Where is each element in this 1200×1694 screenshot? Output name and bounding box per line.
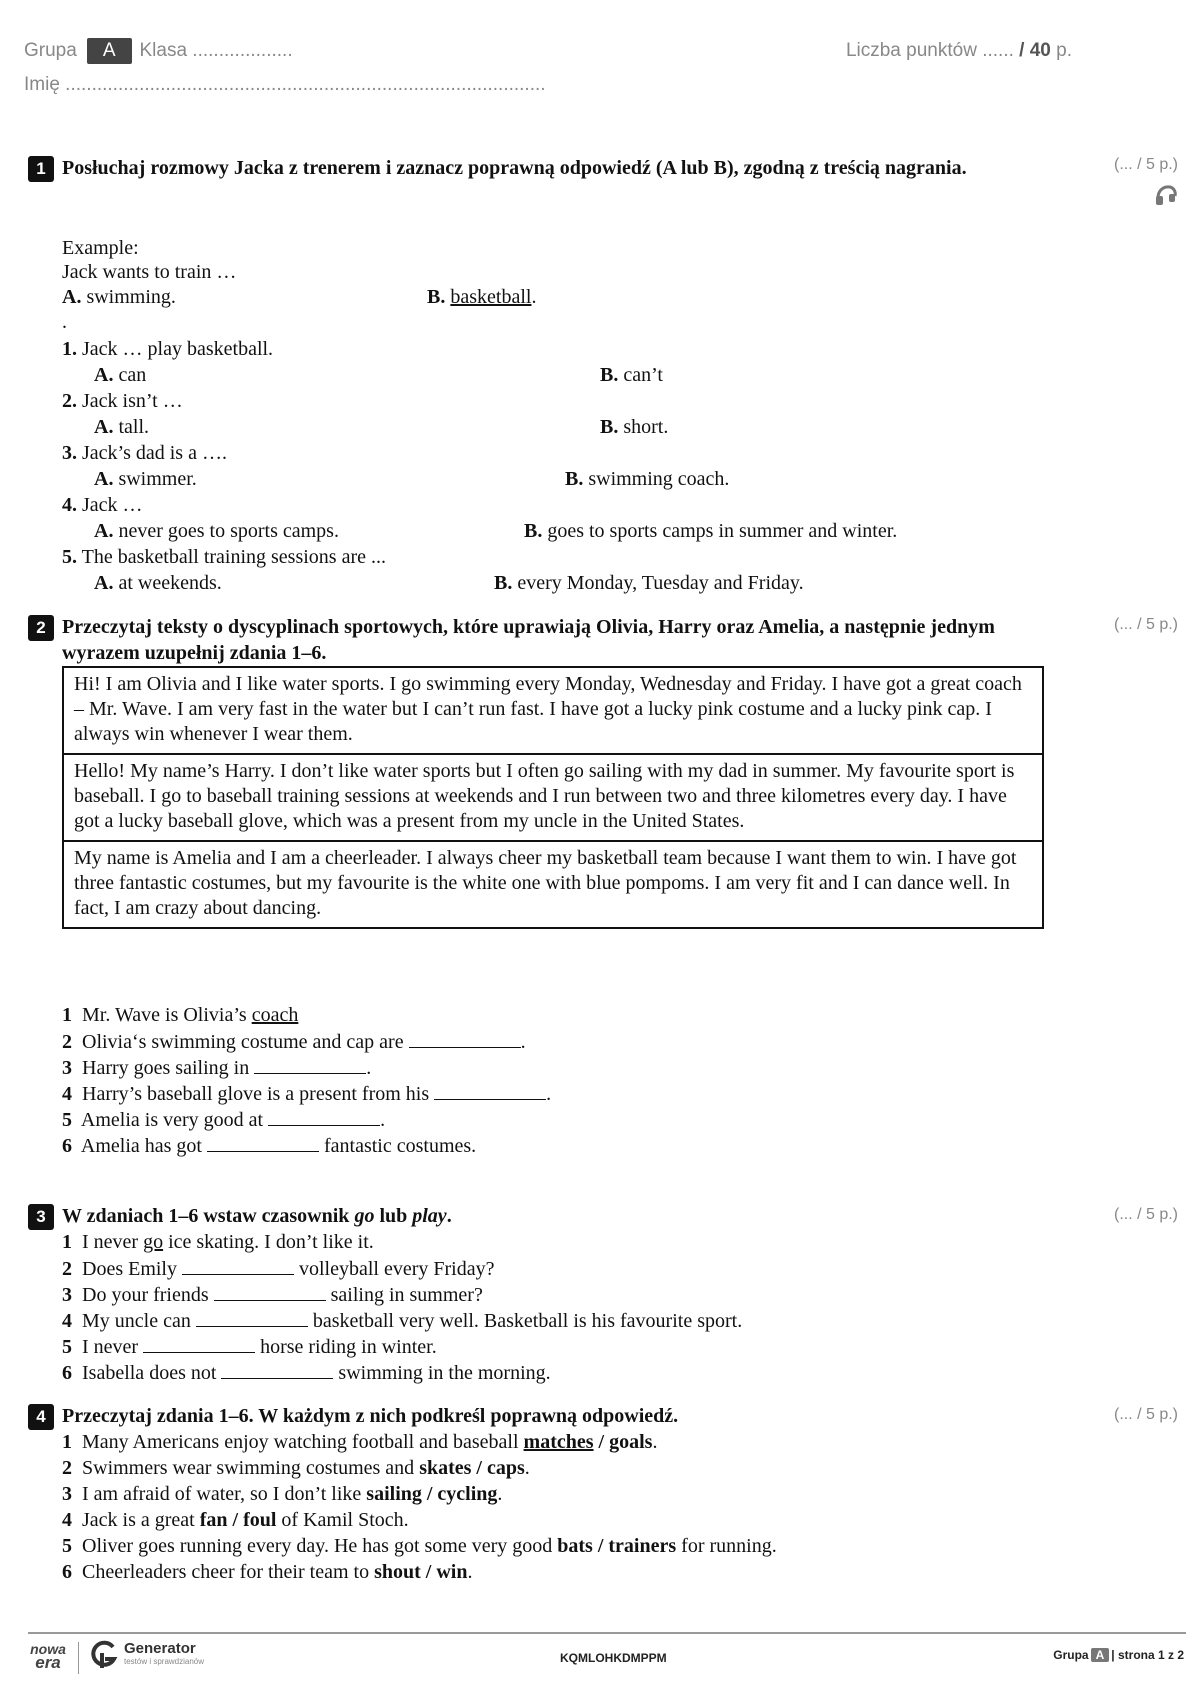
item-number: 1. xyxy=(62,338,77,360)
sentence-number: 3 xyxy=(62,1284,72,1306)
group-badge: A xyxy=(87,38,132,64)
answer-blank[interactable] xyxy=(434,1081,546,1100)
sentence-text: Harry’s baseball glove is a present from his xyxy=(82,1083,430,1105)
option-text: swimmer. xyxy=(118,468,197,490)
instruction-text: lub xyxy=(379,1205,408,1227)
letter-a: A. xyxy=(94,416,114,438)
example-answer: coach xyxy=(251,1004,299,1026)
footer-group-label: Grupa xyxy=(1053,1648,1089,1662)
sentence-text: Amelia is very good at xyxy=(80,1109,264,1131)
task-1-example-question: Jack wants to train … xyxy=(62,261,237,283)
task-1-item-question xyxy=(62,441,227,465)
task-1-item-question xyxy=(62,545,386,569)
sentence-text: Harry goes sailing in xyxy=(82,1057,250,1079)
item-number: 2. xyxy=(62,390,77,412)
task-2-sentence xyxy=(62,1133,476,1158)
sentence-number: 5 xyxy=(62,1535,72,1557)
sentence-end: . xyxy=(652,1431,658,1453)
task-4-number: 4 xyxy=(28,1404,54,1430)
headphones-icon[interactable] xyxy=(1154,184,1178,206)
option-text: can’t xyxy=(623,364,663,386)
task-3-sentence xyxy=(62,1334,437,1359)
footer-page-info xyxy=(1053,1648,1184,1662)
sentence-number: 4 xyxy=(62,1310,72,1332)
task-1-example-option-b xyxy=(427,285,536,309)
generator-logo-icon xyxy=(90,1640,118,1670)
sentence-text: ice skating. I don’t like it. xyxy=(168,1231,374,1253)
sentence-text: Do your friends xyxy=(82,1284,209,1306)
class-field: Klasa ................... xyxy=(139,40,293,61)
task-3-sentence xyxy=(62,1282,483,1307)
sentence-text: Many Americans enjoy watching football and baseball xyxy=(82,1431,519,1453)
question-text: Jack isn’t … xyxy=(82,390,183,412)
task-1-item-option-b[interactable] xyxy=(600,363,663,387)
period: . xyxy=(531,286,537,308)
sentence-end: . xyxy=(467,1561,473,1583)
brand-subtitle: testów i sprawdzianów xyxy=(124,1657,205,1666)
option-text: at weekends. xyxy=(118,572,222,594)
question-text: Jack … xyxy=(82,494,143,516)
sentence-number: 2 xyxy=(62,1258,72,1280)
sentence-number: 4 xyxy=(62,1509,72,1531)
sentence-text: basketball very well. Basketball is his favourite sport. xyxy=(312,1310,743,1332)
sentence-text: I am afraid of water, so I don’t like xyxy=(82,1483,362,1505)
answer-blank[interactable] xyxy=(196,1308,308,1327)
task-1-item-question xyxy=(62,493,143,517)
sentence-number: 3 xyxy=(62,1483,72,1505)
example-answer[interactable]: matches xyxy=(523,1431,594,1453)
task-1-instruction: Posłuchaj rozmowy Jacka z trenerem i zaznacz poprawną odpowiedź (A lub B), zgodną z treścią nagrania. xyxy=(62,157,967,179)
sentence-text: Olivia‘s swimming costume and cap are xyxy=(82,1031,404,1053)
task-3-instruction xyxy=(62,1203,962,1229)
footer-group-badge: A xyxy=(1091,1648,1110,1662)
document-code: KQMLOHKDMPPM xyxy=(560,1651,667,1665)
logo-line: nowa xyxy=(30,1641,66,1657)
item-number: 5. xyxy=(62,546,77,568)
sentence-end: . xyxy=(520,1031,526,1053)
task-4-points: (... / 5 p.) xyxy=(1113,1406,1178,1423)
task-2-sentence xyxy=(62,1081,551,1106)
footer-rule xyxy=(28,1632,1186,1634)
sentence-text: horse riding in winter. xyxy=(260,1336,437,1358)
sentence-text: Jack is a great xyxy=(82,1509,195,1531)
task-1-points: (... / 5 p.) xyxy=(1113,156,1178,173)
task-1-item-question xyxy=(62,389,183,413)
page-number: | strona 1 z 2 xyxy=(1111,1648,1184,1662)
task-1-item-option-a[interactable] xyxy=(94,363,146,387)
points-label: Liczba punktów ...... xyxy=(845,40,1014,61)
task-2-sentence xyxy=(62,1029,526,1054)
answer-blank[interactable] xyxy=(254,1055,366,1074)
task-1-number: 1 xyxy=(28,156,54,182)
answer-option[interactable]: / goals xyxy=(598,1431,653,1453)
task-1-example-label: Example: xyxy=(62,237,139,259)
option-text: never goes to sports camps. xyxy=(118,520,339,542)
task-4-sentence xyxy=(62,1534,777,1558)
task-3-sentence xyxy=(62,1256,495,1281)
sentence-number: 5 xyxy=(62,1109,72,1131)
sentence-number: 3 xyxy=(62,1057,72,1079)
option-text: goes to sports camps in summer and winter. xyxy=(547,520,898,542)
option-text: can xyxy=(118,364,147,386)
answer-options[interactable]: sailing / cycling xyxy=(366,1483,498,1505)
task-3-sentence xyxy=(62,1360,551,1385)
answer-blank[interactable] xyxy=(182,1256,294,1275)
task-2-sentence xyxy=(62,1003,298,1027)
task-4-sentence xyxy=(62,1430,657,1454)
name-field: Imię ........................................................................................... xyxy=(24,74,546,95)
letter-b: B. xyxy=(565,468,584,490)
sentence-end: . xyxy=(366,1057,372,1079)
task-4-sentence xyxy=(62,1508,409,1532)
verb-go: go xyxy=(354,1205,375,1227)
letter-a: A. xyxy=(94,572,114,594)
sentence-text: My uncle can xyxy=(82,1310,191,1332)
task-3-points: (... / 5 p.) xyxy=(1113,1206,1178,1223)
answer-options[interactable]: shout / win xyxy=(374,1561,468,1583)
example-answer: basketball xyxy=(450,286,532,308)
task-1-item-option-b[interactable] xyxy=(565,467,729,491)
sentence-number: 4 xyxy=(62,1083,72,1105)
brand-title: Generator xyxy=(124,1640,196,1657)
letter-a: A. xyxy=(94,520,114,542)
sentence-number: 1 xyxy=(62,1004,72,1026)
letter-a: A. xyxy=(94,468,114,490)
task-3-sentence xyxy=(62,1230,374,1254)
sentence-number: 2 xyxy=(62,1031,72,1053)
sentence-text: I never xyxy=(82,1231,139,1253)
sentence-text: Cheerleaders cheer for their team to xyxy=(82,1561,370,1583)
letter-a: A. xyxy=(94,364,114,386)
option-text: every Monday, Tuesday and Friday. xyxy=(517,572,804,594)
answer-blank[interactable] xyxy=(221,1360,333,1379)
sentence-text: sailing in summer? xyxy=(330,1284,483,1306)
example-answer: go xyxy=(143,1231,164,1253)
task-2-instruction: Przeczytaj teksty o dyscyplinach sportowych, które uprawiają Olivia, Harry oraz Amelia, a następnie jednym wyrazem uzupełnij zdania 1–6. xyxy=(62,616,995,664)
task-4-instruction: Przeczytaj zdania 1–6. W każdym z nich podkreśl poprawną odpowiedź. xyxy=(62,1405,679,1427)
sentence-text: Swimmers wear swimming costumes and xyxy=(82,1457,415,1479)
sentence-text: Mr. Wave is Olivia’s xyxy=(82,1004,247,1026)
logo-line: era xyxy=(35,1653,61,1672)
text-amelia: My name is Amelia and I am a cheerleader. I always cheer my basketball team because I want them to win. I have got three fantastic costumes, but my favourite is the white one with blue pompoms. I am very fit and I can dance well. In fact, I am crazy about dancing. xyxy=(74,847,1017,919)
option-text: tall. xyxy=(118,416,149,438)
answer-blank[interactable] xyxy=(268,1107,380,1126)
sentence-text: for running. xyxy=(681,1535,777,1557)
task-2-sentence xyxy=(62,1055,371,1080)
group-label: Grupa xyxy=(24,40,77,61)
option-text: short. xyxy=(623,416,669,438)
sentence-text: Amelia has got xyxy=(80,1135,202,1157)
sentence-end: . xyxy=(524,1457,530,1479)
sentence-text: Isabella does not xyxy=(82,1362,217,1384)
task-1-item-option-a[interactable] xyxy=(94,571,222,595)
instruction-text: . xyxy=(446,1205,452,1227)
task-1-item-option-a[interactable] xyxy=(94,519,339,543)
task-1-item-option-b[interactable] xyxy=(524,519,897,543)
sentence-number: 6 xyxy=(62,1561,72,1583)
footer-divider xyxy=(78,1642,79,1674)
answer-blank[interactable] xyxy=(143,1334,255,1353)
letter-b: B. xyxy=(600,364,619,386)
task-3-number: 3 xyxy=(28,1204,54,1230)
sentence-text: volleyball every Friday? xyxy=(299,1258,495,1280)
task-1-item-option-a[interactable] xyxy=(94,415,149,439)
generator-logo-graphic xyxy=(90,1640,118,1670)
instruction-text: W zdaniach 1–6 wstaw czasownik xyxy=(62,1205,350,1227)
sentence-end: . xyxy=(546,1083,552,1105)
sentence-text: Oliver goes running every day. He has got some very good xyxy=(82,1535,553,1557)
task-1-item-option-b[interactable] xyxy=(494,571,804,595)
item-number: 4. xyxy=(62,494,77,516)
task-1-item-option-a[interactable] xyxy=(94,467,197,491)
stray-dot: . xyxy=(62,311,67,333)
sentence-number: 2 xyxy=(62,1457,72,1479)
answer-blank[interactable] xyxy=(214,1282,326,1301)
generator-brand xyxy=(124,1641,204,1667)
letter-b: B. xyxy=(494,572,513,594)
item-number: 3. xyxy=(62,442,77,464)
task-4-sentence xyxy=(62,1560,472,1584)
answer-options[interactable]: fan / foul xyxy=(199,1509,277,1531)
task-2-points: (... / 5 p.) xyxy=(1113,616,1178,633)
sentence-number: 6 xyxy=(62,1135,72,1157)
letter-b: B. xyxy=(524,520,543,542)
header-group-row xyxy=(24,38,293,64)
letter-a: A. xyxy=(62,286,82,308)
letter-b: B. xyxy=(600,416,619,438)
task-1-example-option-a xyxy=(62,285,176,309)
answer-blank[interactable] xyxy=(207,1133,319,1152)
sentence-end: . xyxy=(380,1109,386,1131)
task-1-item-option-b[interactable] xyxy=(600,415,668,439)
question-text: Jack’s dad is a …. xyxy=(82,442,227,464)
answer-blank[interactable] xyxy=(409,1029,521,1048)
sentence-text: I never xyxy=(82,1336,139,1358)
nowa-era-logo xyxy=(28,1642,68,1670)
sentence-text: of Kamil Stoch. xyxy=(281,1509,409,1531)
task-4-sentence xyxy=(62,1456,530,1480)
answer-options[interactable]: skates / caps xyxy=(419,1457,525,1479)
text-harry: Hello! My name’s Harry. I don’t like water sports but I often go sailing with my dad in summer. My favourite sport is baseball. I go to baseball training sessions at weekends and I run between two and three kilometres every day. I have got a lucky baseball glove, which was a present from my uncle in the United States. xyxy=(64,755,1042,842)
task-1-item-question xyxy=(62,337,273,361)
verb-play: play xyxy=(412,1205,447,1227)
headphones-icon-graphic xyxy=(1154,184,1178,206)
sentence-number: 5 xyxy=(62,1336,72,1358)
sentence-end: . xyxy=(497,1483,503,1505)
answer-options[interactable]: bats / trainers xyxy=(557,1535,677,1557)
sentence-text: Does Emily xyxy=(82,1258,177,1280)
sentence-number: 1 xyxy=(62,1431,72,1453)
points-unit: p. xyxy=(1056,40,1072,61)
sentence-number: 6 xyxy=(62,1362,72,1384)
option-text: swimming. xyxy=(86,286,176,308)
task-2-sentence xyxy=(62,1107,385,1132)
letter-b: B. xyxy=(427,286,446,308)
task-3-sentence xyxy=(62,1308,742,1333)
sentence-number: 1 xyxy=(62,1231,72,1253)
task-2-number: 2 xyxy=(28,615,54,641)
sentence-text: swimming in the morning. xyxy=(338,1362,551,1384)
points-total: / 40 xyxy=(1019,40,1051,61)
question-text: The basketball training sessions are ... xyxy=(81,546,387,568)
task-4-sentence xyxy=(62,1482,502,1506)
sentence-end: fantastic costumes. xyxy=(324,1135,477,1157)
option-text: swimming coach. xyxy=(588,468,730,490)
text-olivia: Hi! I am Olivia and I like water sports. I go swimming every Monday, Wednesday and Friday. I have got a great coach – Mr. Wave. I am very fast in the water but I can’t run fast. I have got a lucky pink costume and a lucky pink cap. I always win whenever I wear them. xyxy=(64,668,1042,755)
question-text: Jack … play basketball. xyxy=(82,338,274,360)
task-2-reading-texts xyxy=(62,666,1044,929)
points-summary xyxy=(846,40,1072,62)
